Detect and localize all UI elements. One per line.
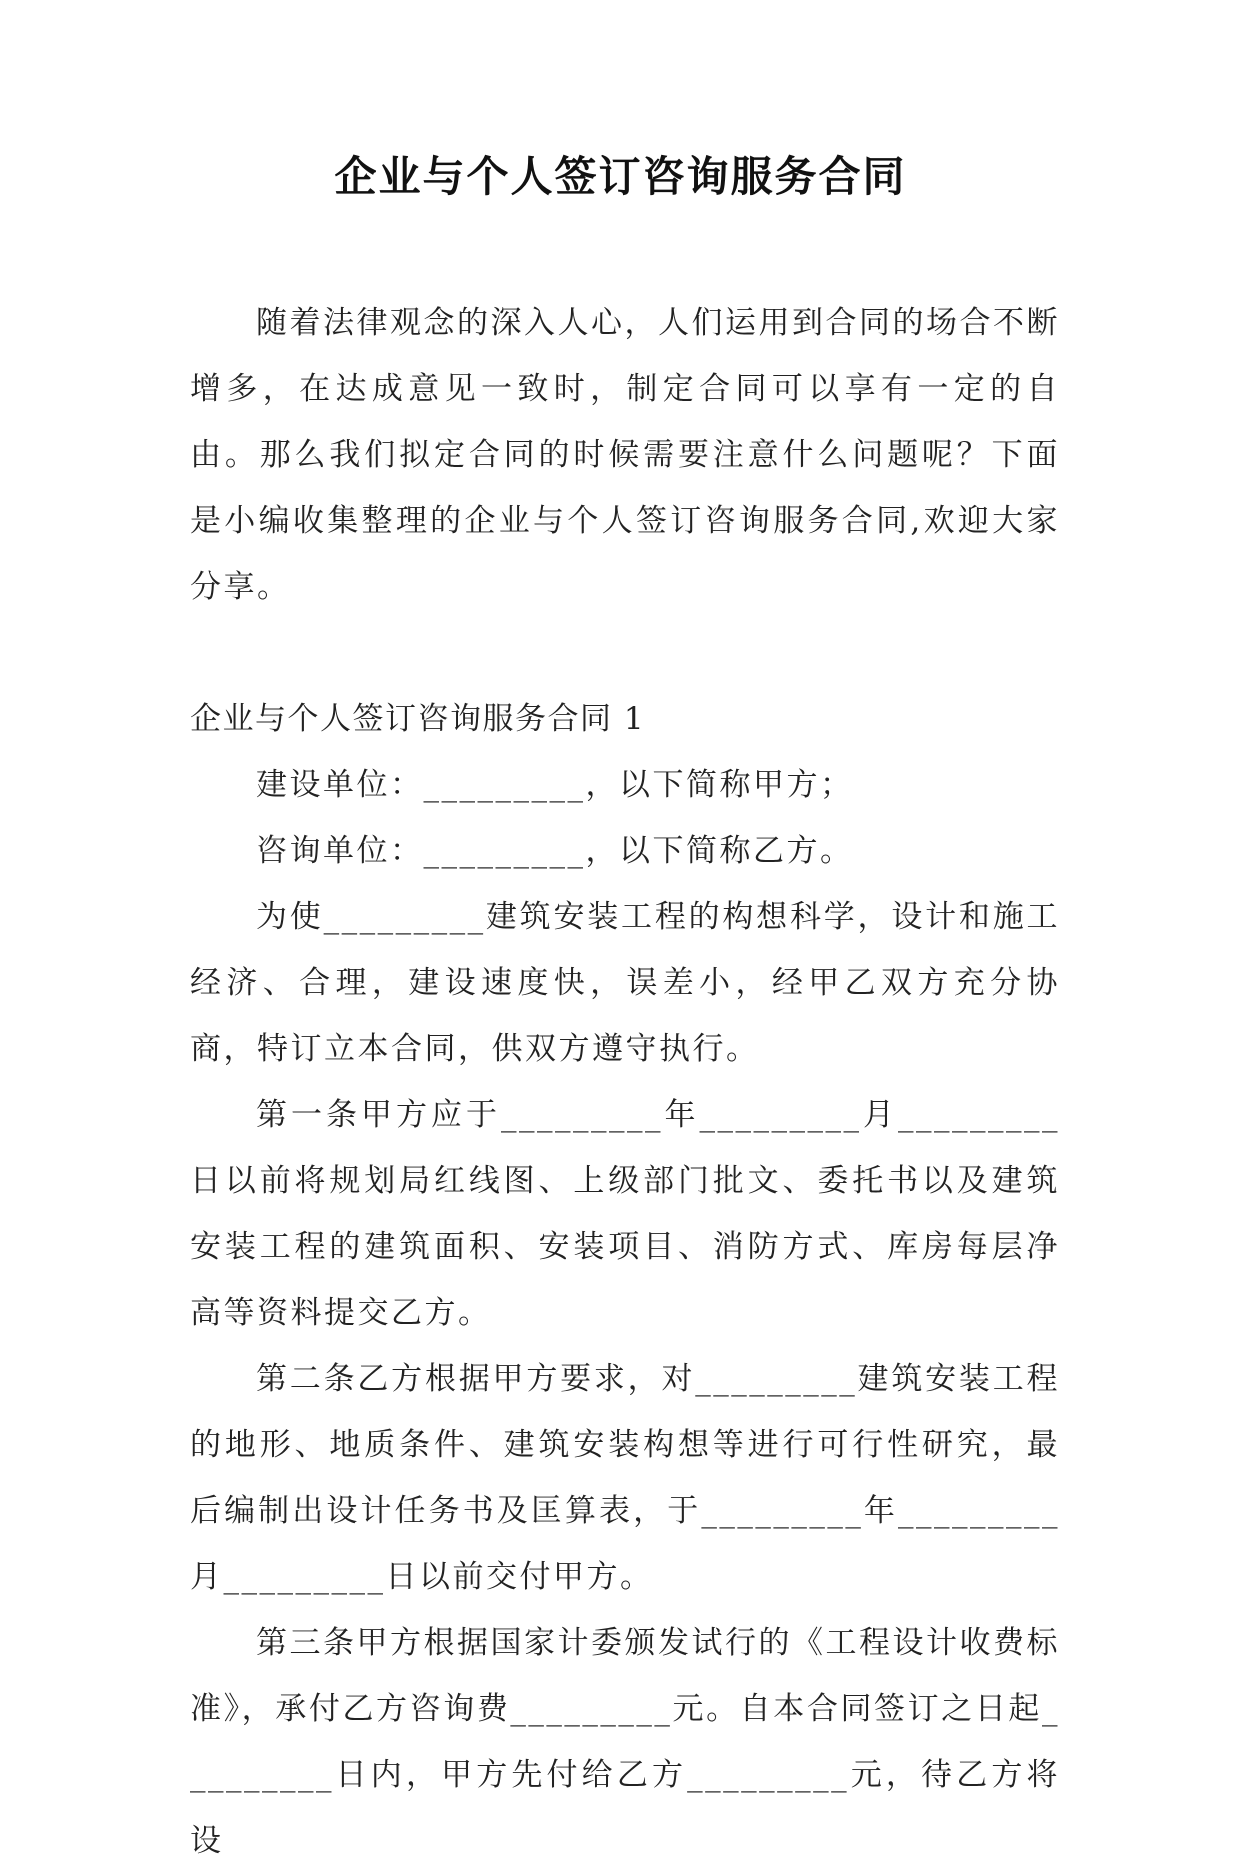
section-heading: 企业与个人签订咨询服务合同 1 xyxy=(190,701,646,737)
party-a-line: 建设单位：_________，以下简称甲方； xyxy=(256,767,854,803)
intro-paragraph: 随着法律观念的深入人心，人们运用到合同的场合不断增多，在达成意见一致时，制定合同可以享有一定的自由。那么我们拟定合同的时候需要注意什么问题呢？下面是小编收集整理的企业与个人签订咨询服务合同,欢迎大家分享。 xyxy=(190,305,1060,605)
article-3-paragraph: 第三条甲方根据国家计委颁发试行的《工程设计收费标准》，承付乙方咨询费_________元。自本合同签订之日起_________日内，甲方先付给乙方_________元，待乙方将设 xyxy=(190,1625,1060,1859)
purpose-paragraph: 为使_________建筑安装工程的构想科学，设计和施工经济、合理，建设速度快，误差小，经甲乙双方充分协商，特订立本合同，供双方遵守执行。 xyxy=(190,899,1060,1067)
party-b-line: 咨询单位：_________，以下简称乙方。 xyxy=(256,833,854,869)
article-2-paragraph: 第二条乙方根据甲方要求，对_________建筑安装工程的地形、地质条件、建筑安装构想等进行可行性研究，最后编制出设计任务书及匡算表，于_________年_________月_________日以前交付甲方。 xyxy=(190,1361,1060,1595)
document-body xyxy=(190,290,1060,1874)
page-title: 企业与个人签订咨询服务合同 xyxy=(334,152,907,201)
article-1-paragraph: 第一条甲方应于_________年_________月_________日以前将规划局红线图、上级部门批文、委托书以及建筑安装工程的建筑面积、安装项目、消防方式、库房每层净高等资料提交乙方。 xyxy=(190,1097,1060,1331)
